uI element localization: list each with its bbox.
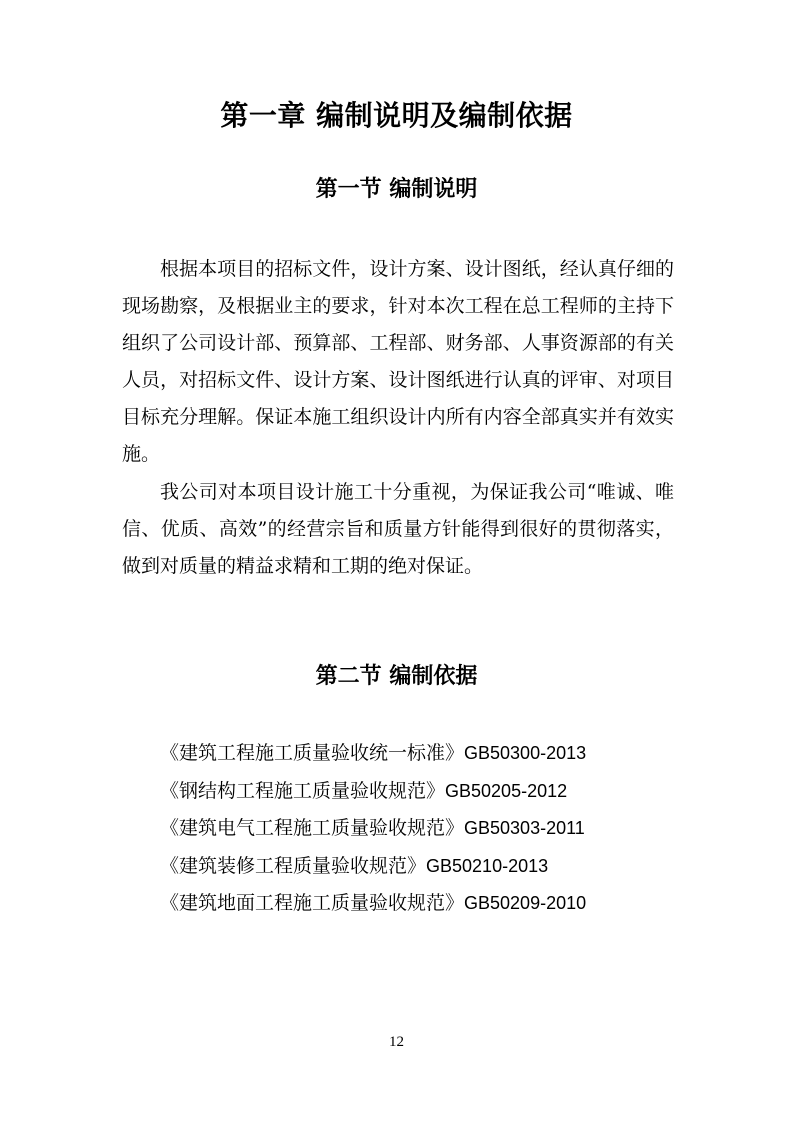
reference-code: GB50300-2013	[464, 743, 587, 763]
reference-item	[160, 810, 680, 848]
paragraph-project-basis: 根据本项目的招标文件，设计方案、设计图纸，经认真仔细的现场勘察，及根据业主的要求，针对本次工程在总工程师的主持下组织了公司设计部、预算部、工程部、财务部、人事资源部的有关人员，对招标文件、设计方案、设计图纸进行认真的评审、对项目目标充分理解。保证本施工组织设计内所有内容全部真实并有效实施。	[122, 258, 674, 465]
section-title-compilation-basis: 第二节 编制依据	[315, 664, 478, 689]
reference-name: 《钢结构工程施工质量验收规范》	[160, 779, 446, 802]
chapter-title: 第一章 编制说明及编制依据	[220, 99, 573, 132]
reference-item	[160, 885, 680, 923]
reference-name: 《建筑工程施工质量验收统一标准》	[160, 742, 465, 764]
reference-code: GB50209-2010	[464, 893, 587, 913]
reference-name: 《建筑装修工程质量验收规范》	[160, 854, 427, 877]
reference-list	[160, 735, 680, 923]
reference-name: 《建筑电气工程施工质量验收规范》	[160, 817, 465, 839]
reference-name: 《建筑地面工程施工质量验收规范》	[160, 892, 465, 914]
paragraph-company-commitment: 我公司对本项目设计施工十分重视，为保证我公司“唯诚、唯信、优质、高效”的经营宗旨和质量方针能得到很好的贯彻落实，做到对质量的精益求精和工期的绝对保证。	[122, 481, 674, 577]
reference-item	[160, 848, 680, 886]
section-title-compilation-notes: 第一节 编制说明	[315, 177, 478, 202]
reference-item	[160, 773, 680, 811]
reference-code: GB50210-2013	[426, 855, 549, 876]
reference-code: GB50205-2012	[445, 780, 568, 801]
page-number: 12	[389, 1034, 404, 1050]
reference-item	[160, 735, 680, 773]
reference-code: GB50303-2011	[464, 818, 585, 838]
